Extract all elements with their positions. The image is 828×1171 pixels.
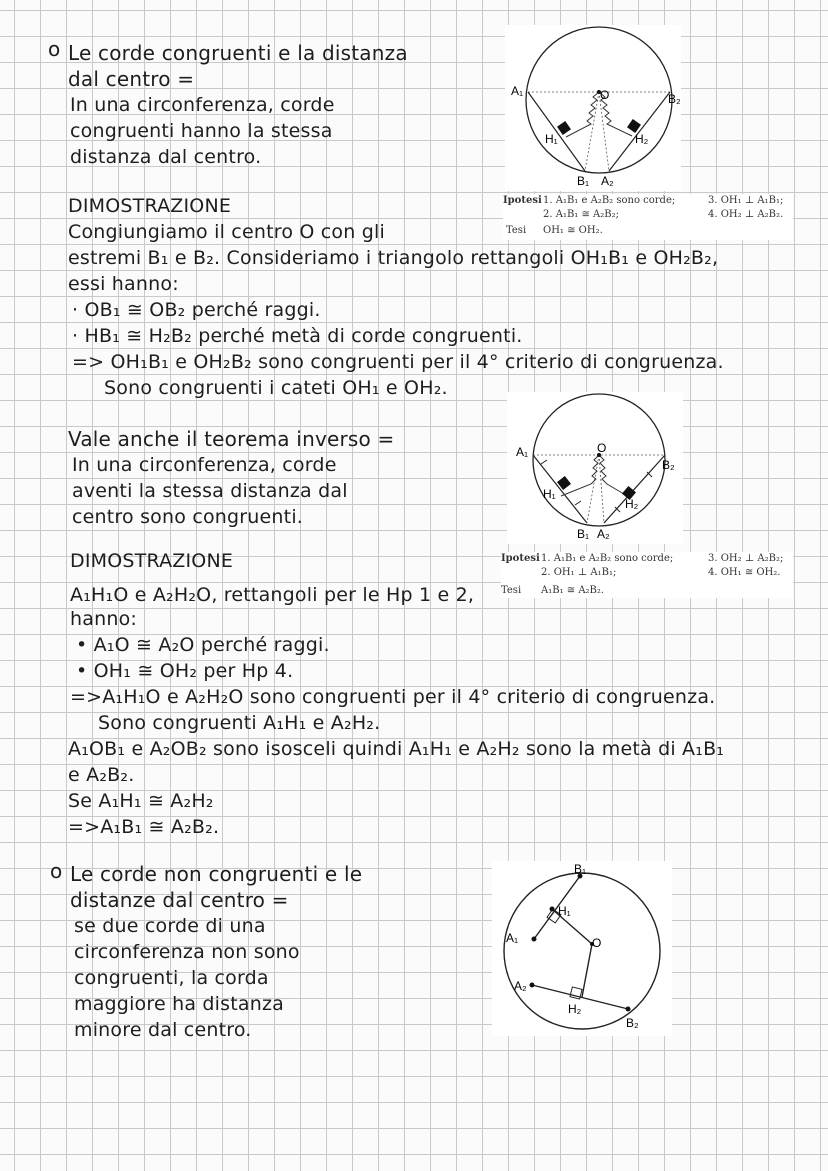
label-a1: A₁ [506, 931, 519, 945]
demo-line: essi hanno: [68, 273, 179, 295]
label-o: O [600, 88, 610, 102]
theorem-statement: circonferenza non sono [74, 941, 300, 963]
label-a1: A₁ [516, 445, 529, 459]
hypothesis-item: 2. OH₁ ⊥ A₁B₁; [541, 567, 617, 578]
label-h1: H₁ [558, 904, 571, 918]
bullet: o [48, 37, 61, 61]
label-b2: B₂ [626, 1016, 639, 1030]
theorem-statement: congruenti, la corda [74, 967, 269, 989]
theorem-statement: In una circonferenza, corde [72, 454, 337, 476]
thesis-item: OH₁ ≅ OH₂. [543, 225, 603, 236]
label-a2: A₂ [514, 979, 527, 993]
label-h2: H₂ [568, 1002, 582, 1016]
demo-line: · OB₁ ≅ OB₂ perché raggi. [72, 299, 321, 321]
label-h1: H₁ [545, 132, 558, 146]
demo-line: estremi B₁ e B₂. Consideriamo i triangolo rettangoli OH₁B₁ e OH₂B₂, [68, 247, 719, 269]
label-o: O [597, 441, 607, 455]
hypothesis-item: 4. OH₂ ⊥ A₂B₂. [708, 209, 784, 220]
label-b1: B₁ [577, 527, 590, 541]
demo-line: => OH₁B₁ e OH₂B₂ sono congruenti per il 4° criterio di congruenza. [72, 351, 724, 373]
tesi-label: Tesi [506, 225, 527, 236]
hypothesis-item: 1. A₁B₁ e A₂B₂ sono corde; [541, 553, 674, 564]
theorem-statement: minore dal centro. [74, 1019, 252, 1041]
thesis-item: A₁B₁ ≅ A₂B₂. [541, 585, 605, 596]
demo-line: • OH₁ ≅ OH₂ per Hp 4. [76, 660, 294, 682]
theorem-statement: congruenti hanno la stessa [70, 120, 333, 142]
label-o: O [592, 936, 602, 950]
demo-line: hanno: [70, 608, 137, 630]
demo-line: A₁OB₁ e A₂OB₂ sono isosceli quindi A₁H₁ e A₂H₂ sono la metà di A₁B₁ [68, 738, 725, 760]
circle-diagram-3 [492, 861, 672, 1036]
demo-line: =>A₁B₁ ≅ A₂B₂. [68, 816, 220, 838]
label-h2: H₂ [635, 132, 649, 146]
circle-diagram-1 [505, 25, 681, 191]
demo-line: • A₁O ≅ A₂O perché raggi. [76, 634, 330, 656]
demo-line: e A₂B₂. [68, 764, 135, 786]
hypothesis-item: 4. OH₁ ≅ OH₂. [708, 567, 781, 578]
demo-line: A₁H₁O e A₂H₂O, rettangoli per le Hp 1 e 2, [70, 584, 475, 606]
theorem-statement: centro sono congruenti. [72, 506, 304, 528]
demo-line: · HB₁ ≅ H₂B₂ perché metà di corde congruenti. [72, 325, 523, 347]
theorem-statement: aventi la stessa distanza dal [72, 480, 348, 502]
theorem-statement: se due corde di una [74, 915, 266, 937]
demo-line: Sono congruenti A₁H₁ e A₂H₂. [98, 712, 381, 734]
theorem-statement: maggiore ha distanza [74, 993, 285, 1015]
label-h2: H₂ [625, 497, 639, 511]
tesi-label: Tesi [501, 585, 522, 596]
demo-line: Sono congruenti i cateti OH₁ e OH₂. [104, 377, 448, 399]
label-a2: A₂ [601, 174, 614, 188]
section-title: distanze dal centro = [70, 888, 289, 912]
hypothesis-item: 2. A₁B₁ ≅ A₂B₂; [543, 209, 620, 220]
demo-line: =>A₁H₁O e A₂H₂O sono congruenti per il 4° criterio di congruenza. [70, 686, 716, 708]
section-title: dal centro = [68, 67, 195, 91]
theorem-statement: distanza dal centro. [70, 146, 262, 168]
label-b1: B₁ [577, 174, 590, 188]
section-title: Le corde non congruenti e le [70, 862, 363, 886]
ipotesi-label: Ipotesi [503, 195, 542, 206]
label-b1: B₁ [574, 862, 587, 876]
hypothesis-item: 3. OH₂ ⊥ A₂B₂; [708, 553, 784, 564]
bullet: o [50, 859, 63, 883]
label-a1: A₁ [511, 84, 524, 98]
theorem-statement: Vale anche il teorema inverso = [68, 427, 395, 451]
ipotesi-label: Ipotesi [501, 553, 540, 564]
demo-line: Congiungiamo il centro O con gli [68, 221, 385, 243]
demo-heading: DIMOSTRAZIONE [68, 195, 232, 217]
circle-diagram-2 [507, 392, 683, 544]
label-h1: H₁ [543, 487, 556, 501]
label-a2: A₂ [597, 527, 610, 541]
label-b2: B₂ [668, 92, 681, 106]
hypothesis-item: 1. A₁B₁ e A₂B₂ sono corde; [543, 195, 676, 206]
theorem-statement: In una circonferenza, corde [70, 94, 335, 116]
hypothesis-box-1 [503, 194, 793, 240]
demo-heading: DIMOSTRAZIONE [70, 550, 234, 572]
hypothesis-item: 3. OH₁ ⊥ A₁B₁; [708, 195, 784, 206]
demo-line: Se A₁H₁ ≅ A₂H₂ [68, 790, 214, 812]
hypothesis-box-2 [501, 552, 793, 598]
section-title: Le corde congruenti e la distanza [68, 41, 408, 65]
label-b2: B₂ [662, 458, 675, 472]
